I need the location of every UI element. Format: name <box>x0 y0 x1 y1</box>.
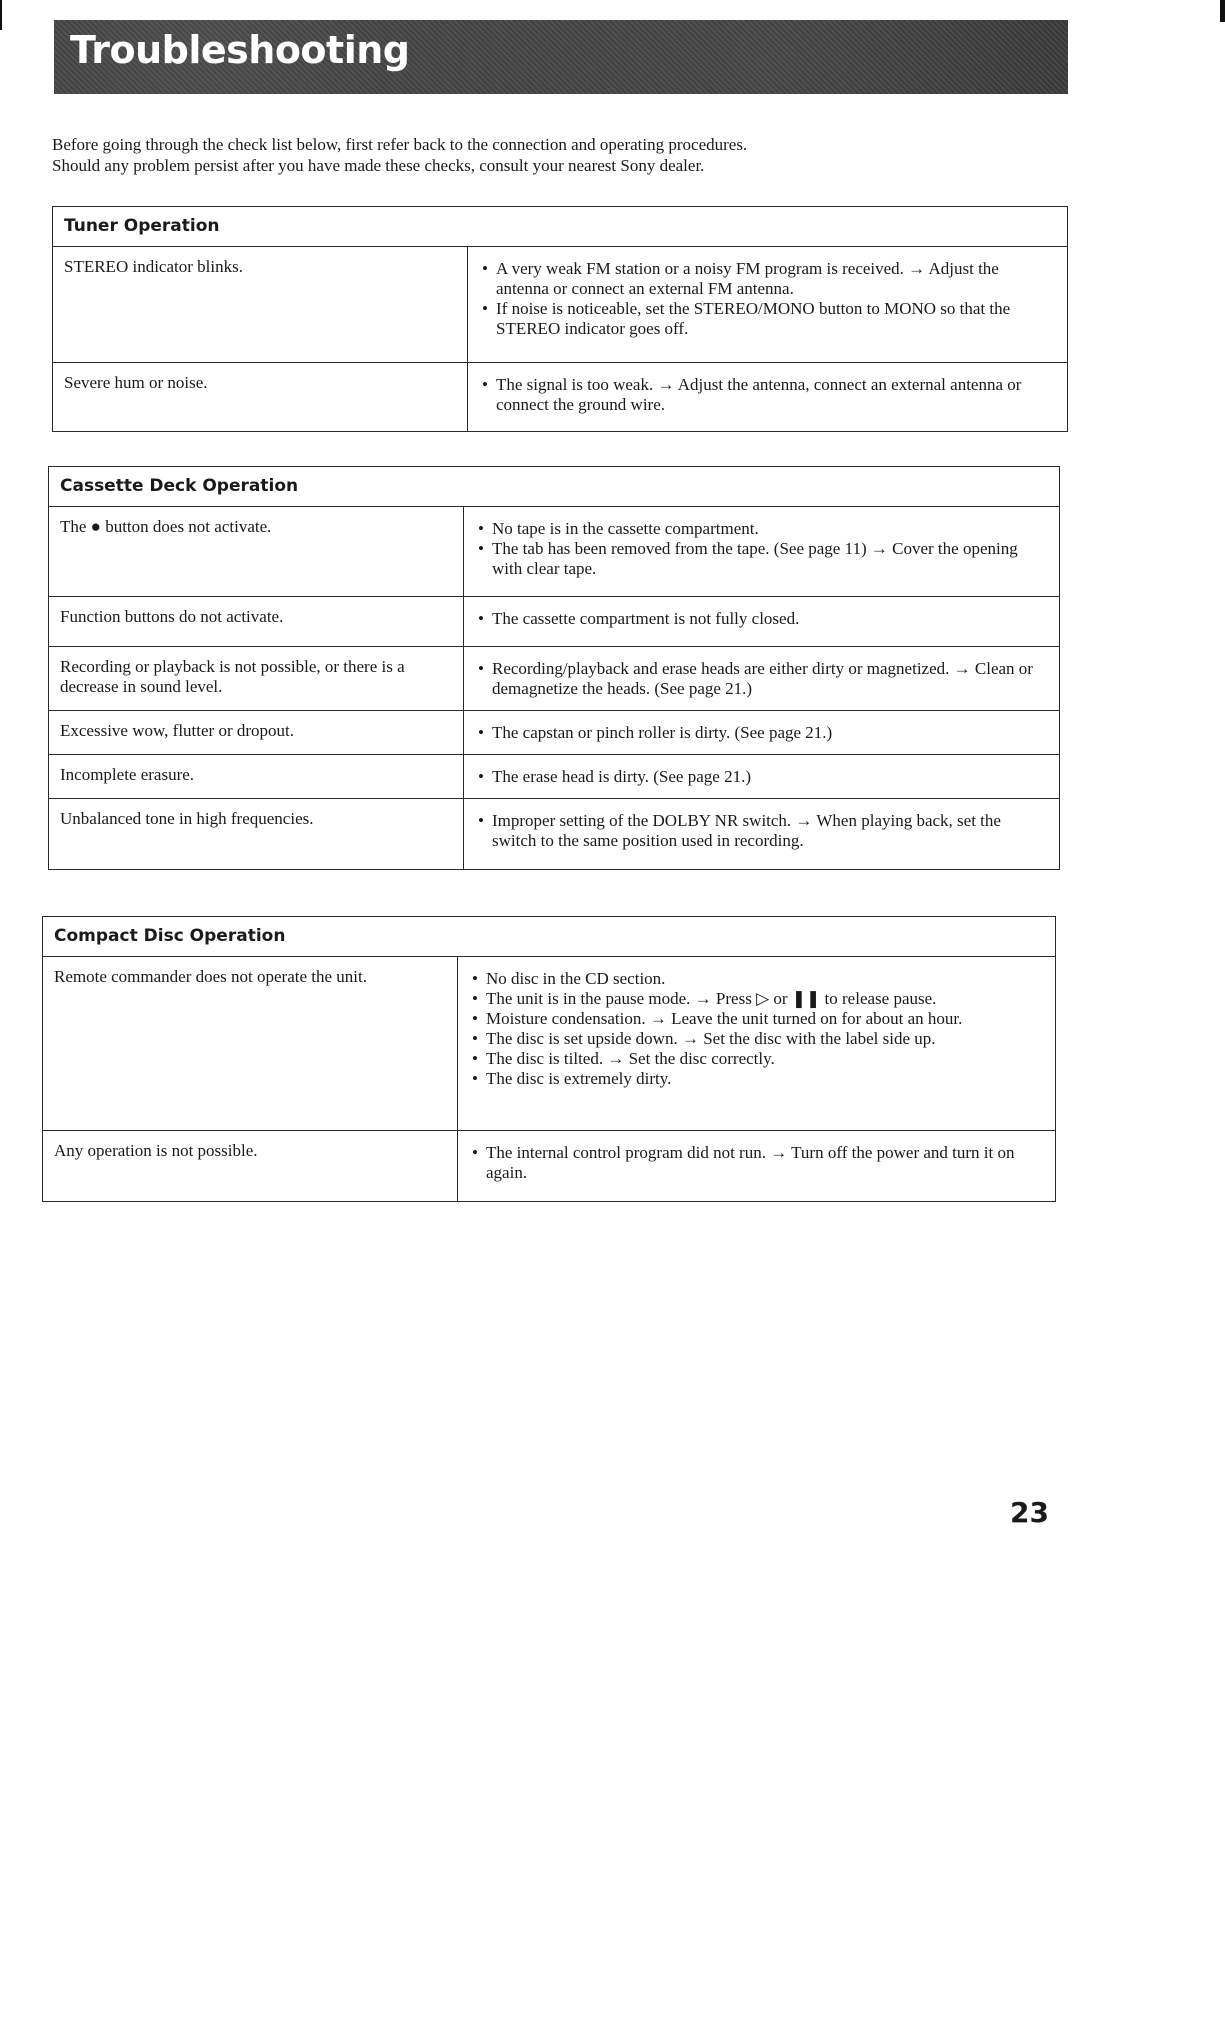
remedy-cell <box>458 1131 1055 1201</box>
remedy-item: • The unit is in the pause mode. → Press ▷ or ❚❚ to release pause. <box>472 989 1043 1009</box>
problem-cell: STEREO indicator blinks. <box>53 247 468 362</box>
problem-cell: Incomplete erasure. <box>49 755 464 798</box>
table-row <box>49 647 1059 711</box>
scan-edge-mark <box>1220 0 1225 22</box>
section-header: Compact Disc Operation <box>43 917 1055 957</box>
remedy-item: • If noise is noticeable, set the STEREO/MONO button to MONO so that the STEREO indicator goes off. <box>482 299 1055 339</box>
intro-text <box>52 134 1062 176</box>
intro-line: Should any problem persist after you have made these checks, consult your nearest Sony dealer. <box>52 156 705 175</box>
intro-line: Before going through the check list below, first refer back to the connection and operating procedures. <box>52 135 748 154</box>
table-row <box>53 363 1067 431</box>
table-row <box>53 247 1067 363</box>
remedy-item: • The tab has been removed from the tape. (See page 11) → Cover the opening with clear tape. <box>478 539 1047 579</box>
remedy-cell <box>464 711 1059 754</box>
remedy-cell <box>464 597 1059 646</box>
remedy-item: • The erase head is dirty. (See page 21.) <box>478 767 1047 787</box>
scan-edge-mark <box>0 0 2 30</box>
remedy-item: • No disc in the CD section. <box>472 969 1043 989</box>
problem-cell: The ● button does not activate. <box>49 507 464 596</box>
remedy-item: • The disc is tilted. → Set the disc correctly. <box>472 1049 1043 1069</box>
title-banner <box>54 20 1068 94</box>
remedy-cell <box>464 799 1059 869</box>
problem-cell: Unbalanced tone in high frequencies. <box>49 799 464 869</box>
problem-cell: Recording or playback is not possible, or there is a decrease in sound level. <box>49 647 464 710</box>
remedy-cell <box>468 363 1067 431</box>
page-title: Troubleshooting <box>70 28 410 72</box>
remedy-item: • Improper setting of the DOLBY NR switch. → When playing back, set the switch to the same position used in recording. <box>478 811 1047 851</box>
remedy-cell <box>458 957 1055 1130</box>
table-row <box>49 799 1059 869</box>
remedy-item: • The cassette compartment is not fully closed. <box>478 609 1047 629</box>
table-row <box>49 507 1059 597</box>
problem-cell: Function buttons do not activate. <box>49 597 464 646</box>
problem-cell: Severe hum or noise. <box>53 363 468 431</box>
table-row <box>49 711 1059 755</box>
cassette-deck-operation-table <box>48 466 1060 870</box>
remedy-item: • The capstan or pinch roller is dirty. (See page 21.) <box>478 723 1047 743</box>
table-row <box>49 755 1059 799</box>
remedy-item: • The disc is extremely dirty. <box>472 1069 1043 1089</box>
page-number: 23 <box>1010 1496 1049 1529</box>
table-row <box>43 1131 1055 1201</box>
problem-cell: Excessive wow, flutter or dropout. <box>49 711 464 754</box>
compact-disc-operation-table <box>42 916 1056 1202</box>
remedy-cell <box>464 755 1059 798</box>
remedy-cell <box>468 247 1067 362</box>
problem-cell: Remote commander does not operate the unit. <box>43 957 458 1130</box>
remedy-item: • The internal control program did not run. → Turn off the power and turn it on again. <box>472 1143 1043 1183</box>
problem-cell: Any operation is not possible. <box>43 1131 458 1201</box>
section-header: Cassette Deck Operation <box>49 467 1059 507</box>
remedy-item: • The disc is set upside down. → Set the disc with the label side up. <box>472 1029 1043 1049</box>
section-header: Tuner Operation <box>53 207 1067 247</box>
remedy-item: • A very weak FM station or a noisy FM program is received. → Adjust the antenna or connect an external FM antenna. <box>482 259 1055 299</box>
remedy-item: • Moisture condensation. → Leave the unit turned on for about an hour. <box>472 1009 1043 1029</box>
tuner-operation-table <box>52 206 1068 432</box>
remedy-cell <box>464 647 1059 710</box>
remedy-cell <box>464 507 1059 596</box>
remedy-item: • The signal is too weak. → Adjust the antenna, connect an external antenna or connect the ground wire. <box>482 375 1055 415</box>
table-row <box>43 957 1055 1131</box>
remedy-item: • No tape is in the cassette compartment. <box>478 519 1047 539</box>
remedy-item: • Recording/playback and erase heads are either dirty or magnetized. → Clean or demagnetize the heads. (See page 21.) <box>478 659 1047 699</box>
table-row <box>49 597 1059 647</box>
